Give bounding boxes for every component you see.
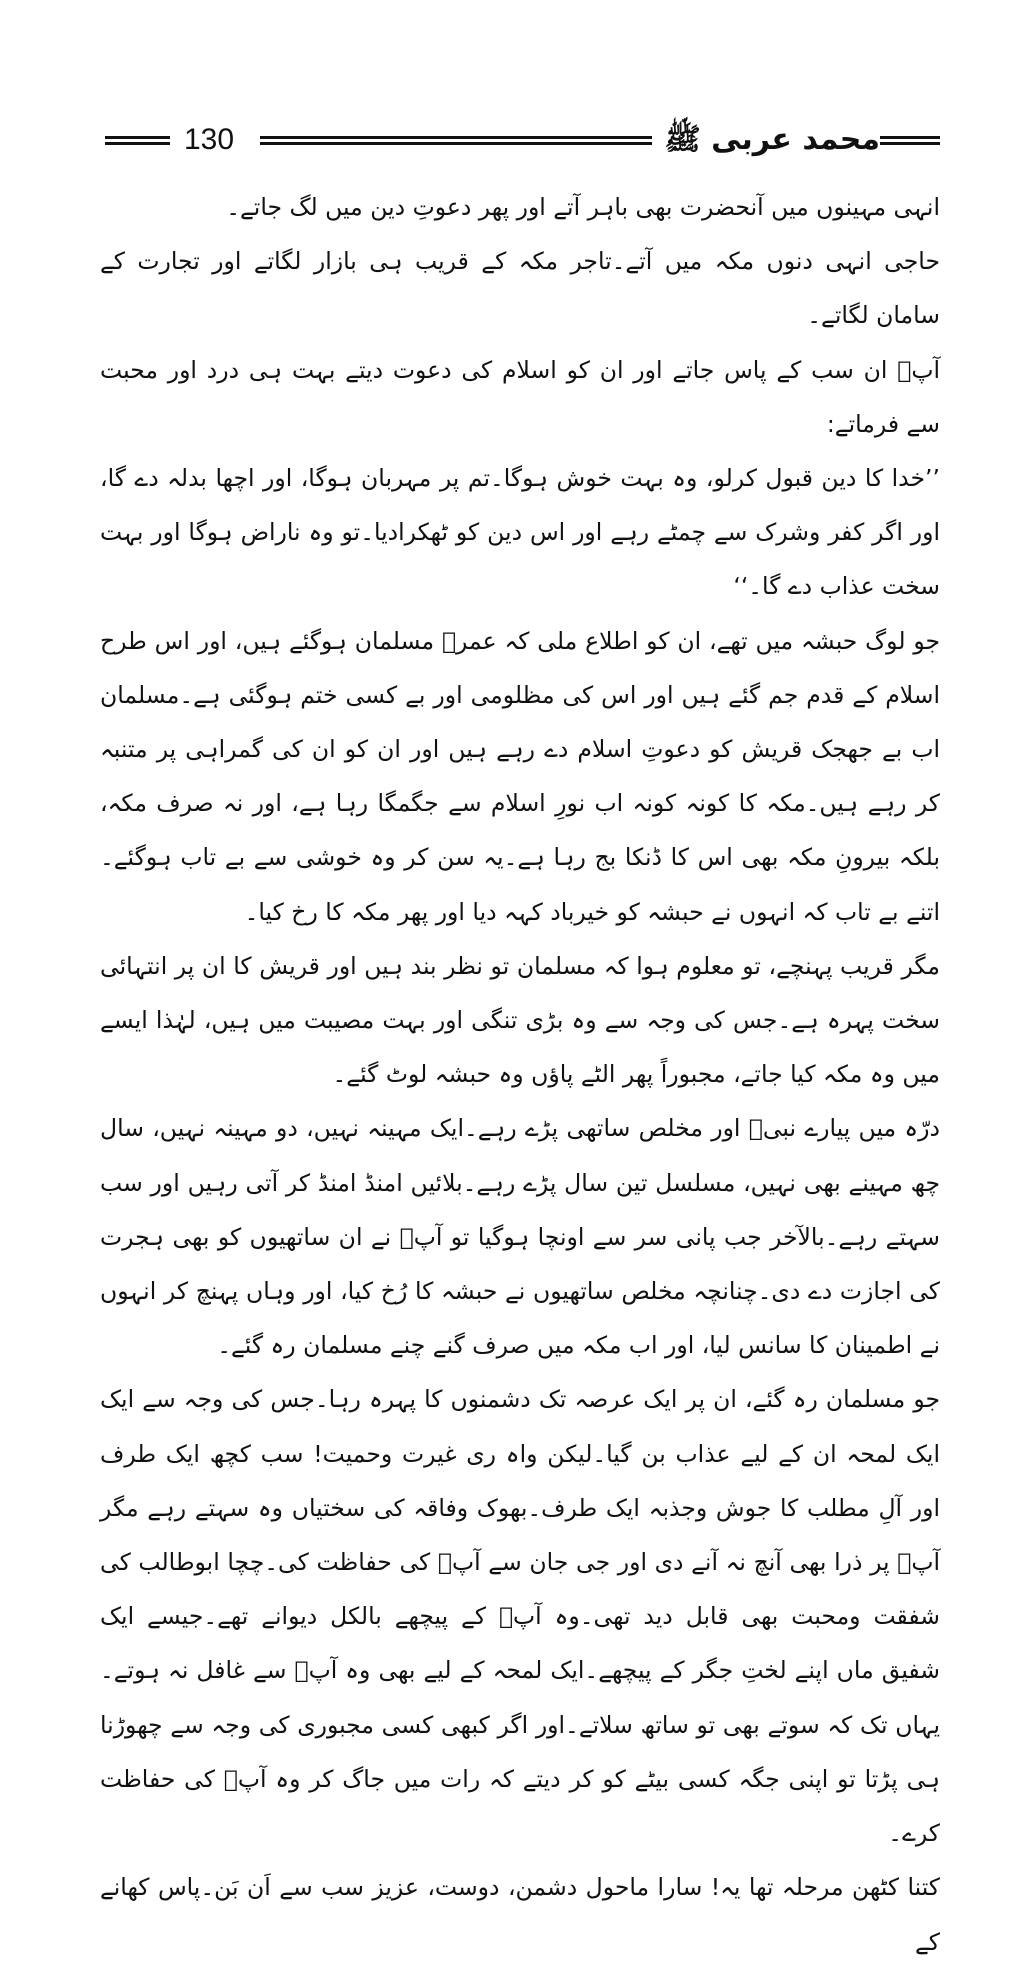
quote-paragraph: ’’خدا کا دین قبول کرلو، وہ بہت خوش ہوگا۔تم پر مہربان ہوگا، اور اچھا بدلہ دے گا، اور اگر کفر وشرک سے چمٹے رہے اور اس دین کو ٹھکرادیا۔تو وہ ناراض ہوگا اور بہت سخت عذاب دے گا۔‘‘ [100,464,940,601]
paragraph-6: مگر قریب پہنچے، تو معلوم ہوا کہ مسلمان تو نظر بند ہیں اور قریش کا ان پر انتہائی سخت پہرہ ہے۔جس کی وجہ سے وہ بڑی تنگی اور بہت مصیبت میں ہیں، لہٰذا ایسے میں وہ مکہ کیا جاتے، مجبوراً پھر الٹے پاؤں وہ حبشہ لوٹ گئے۔ [100,951,940,1089]
paragraph-5: جو لوگ حبشہ میں تھے، ان کو اطلاع ملی کہ عمرؓ مسلمان ہوگئے ہیں، اور اس طرح اسلام کے قدم جم گئے ہیں اور اس کی مظلومی اور بے کسی ختم ہوگئی ہے۔مسلمان اب بے جھجک قریش کو دعوتِ اسلام دے رہے ہیں اور ان کو ان کی گمراہی پر متنبہ کر رہے ہیں۔مکہ کا کونہ کونہ اب نورِ اسلام سے جگمگا رہا ہے، اور نہ صرف مکہ، بلکہ بیرونِ مکہ بھی اس کا ڈنکا بج رہا ہے۔یہ سن کر وہ خوشی سے بے تاب ہوگئے۔اتنے بے تاب کہ انہوں نے حبشہ کو خیرباد کہہ دیا اور پھر مکہ کا رخ کیا۔ [100,626,940,926]
header-rule-middle [260,136,652,145]
page-number: 130 [184,123,235,156]
paragraph-7: درّہ میں پیارے نبیؐ اور مخلص ساتھی پڑے رہے۔ایک مہینہ نہیں، دو مہینہ نہیں، سال چھ مہینے بھی نہیں، مسلسل تین سال پڑے رہے۔بلائیں امنڈ امنڈ کر آتی رہیں اور سب سہتے رہے۔بالآخر جب پانی سر سے اونچا ہوگیا تو آپؐ نے ان ساتھیوں کو بھی ہجرت کی اجازت دے دی۔چنانچہ مخلص ساتھیوں نے حبشہ کا رُخ کیا، اور وہاں پہنچ کر انہوں نے اطمینان کا سانس لیا، اور اب مکہ میں صرف گنے چنے مسلمان رہ گئے۔ [100,1114,940,1360]
paragraph-3: آپؐ ان سب کے پاس جاتے اور ان کو اسلام کی دعوت دیتے بہت ہی درد اور محبت سے فرماتے: [100,355,940,438]
header-rule-left [105,136,170,145]
paragraph-2: حاجی انہی دنوں مکہ میں آتے۔تاجر مکہ کے قریب ہی بازار لگاتے اور تجارت کے سامان لگاتے۔ [100,247,940,330]
body-text [100,180,940,1969]
paragraph-8: جو مسلمان رہ گئے، ان پر ایک عرصہ تک دشمنوں کا پہرہ رہا۔جس کی وجہ سے ایک ایک لمحہ ان کے لیے عذاب بن گیا۔لیکن واہ ری غیرت وحمیت! سب کچھ ایک طرف اور آلِ مطلب کا جوش وجذبہ ایک طرف۔بھوک وفاقہ کی سختیاں وہ سہتے رہے مگر آپؐ پر ذرا بھی آنچ نہ آنے دی اور جی جان سے آپؐ کی حفاظت کی۔چچا ابوطالب کی شفقت ومحبت بھی قابل دید تھی۔وہ آپؐ کے پیچھے بالکل دیوانے تھے۔جیسے ایک شفیق ماں اپنے لختِ جگر کے پیچھے۔ایک لمحہ کے لیے بھی وہ آپؐ سے غافل نہ ہوتے۔یہاں تک کہ سوتے بھی تو ساتھ سلاتے۔اور اگر کبھی کسی مجبوری کی وجہ سے چھوڑنا ہی پڑتا تو اپنی جگہ کسی بیٹے کو کر دیتے کہ رات میں جاگ کر وہ آپؐ کی حفاظت کرے۔ [100,1385,940,1848]
paragraph-9: کتنا کٹھن مرحلہ تھا یہ! سارا ماحول دشمن، دوست، عزیز سب سے اَن بَن۔پاس کھانے کے [100,1873,940,1956]
paragraph-1: انہی مہینوں میں آنحضرت بھی باہر آتے اور پھر دعوتِ دین میں لگ جاتے۔ [226,193,940,221]
running-title: محمد عربی ﷺ [664,122,880,157]
page-header [105,118,940,162]
header-rule-right [880,136,940,145]
